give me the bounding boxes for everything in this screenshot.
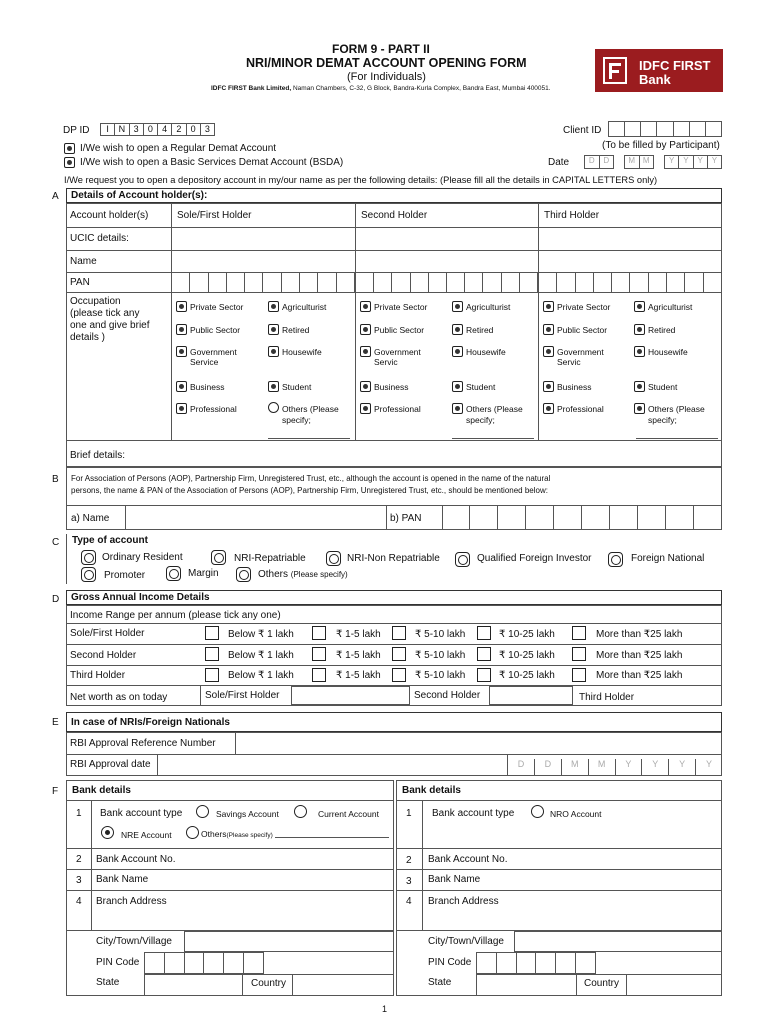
income-second-25plus-checkbox[interactable]	[572, 647, 586, 661]
nri-repatriable-label: NRI-Repatriable	[234, 553, 306, 564]
date-month-boxes[interactable]: M M	[624, 155, 654, 169]
income-second-10to25-checkbox[interactable]	[477, 647, 491, 661]
income-row-first: Sole/First Holder	[70, 628, 145, 639]
rbi-ref-input[interactable]	[236, 733, 721, 754]
company-address	[211, 85, 551, 92]
occ2-others-line[interactable]	[452, 438, 534, 439]
pan-boxes-first[interactable]	[171, 272, 355, 292]
occ1-agri-checkbox[interactable]	[268, 301, 279, 312]
qfi-radio[interactable]	[455, 552, 470, 567]
regular-account-label: I/We wish to open a Regular Demat Account	[80, 143, 277, 154]
left-city-input[interactable]	[184, 931, 394, 952]
networth-label: Net worth as on today	[70, 692, 168, 703]
section-b-text-1: For Association of Persons (AOP), Partnership Firm, Unregistered Trust, etc., although the account is opened in the name of the natural	[71, 474, 551, 483]
occ1-gov-checkbox[interactable]	[176, 346, 187, 357]
right-country-label: Country	[584, 978, 620, 989]
participant-note: (To be filled by Participant)	[602, 140, 720, 151]
aop-pan-boxes[interactable]	[442, 505, 722, 530]
section-e-header: In case of NRIs/Foreign Nationals	[66, 712, 722, 732]
aop-pan-label: b) PAN	[390, 513, 422, 524]
income-first-25plus-checkbox[interactable]	[572, 626, 586, 640]
income-second-1to5-checkbox[interactable]	[312, 647, 326, 661]
left-branch-label: Branch Address	[96, 896, 167, 907]
nro-radio[interactable]	[531, 805, 544, 818]
section-c-header: Type of account	[66, 534, 722, 549]
occ3-student-checkbox[interactable]	[634, 381, 645, 392]
networth-first-input[interactable]	[291, 686, 410, 705]
occ2-professional-checkbox[interactable]	[360, 403, 371, 414]
occ3-agri-checkbox[interactable]	[634, 301, 645, 312]
logo-text-2: Bank	[639, 72, 671, 87]
occ1-business-checkbox[interactable]	[176, 381, 187, 392]
margin-label: Margin	[188, 568, 219, 579]
ordinary-resident-radio[interactable]	[81, 550, 96, 565]
others-bank-line[interactable]	[275, 837, 389, 838]
right-account-no-label: Bank Account No.	[428, 854, 508, 865]
occ1-student-checkbox[interactable]	[268, 381, 279, 392]
qfi-label: Qualified Foreign Investor	[477, 553, 592, 564]
occ1-others-radio[interactable]	[268, 402, 279, 413]
occ2-housewife-checkbox[interactable]	[452, 346, 463, 357]
income-third-5to10-checkbox[interactable]	[392, 668, 406, 682]
section-a-table	[66, 203, 722, 467]
left-city-label: City/Town/Village	[96, 936, 172, 947]
aop-name-input[interactable]	[126, 506, 385, 529]
right-pin-label: PIN Code	[428, 957, 472, 968]
nri-non-repatriable-label: NRI-Non Repatriable	[347, 553, 440, 564]
income-first-below1-checkbox[interactable]	[205, 626, 219, 640]
occ2-business-checkbox[interactable]	[360, 381, 371, 392]
networth-second-label: Second Holder	[414, 690, 481, 701]
form-subtitle: (For Individuals)	[347, 71, 426, 83]
occ2-public-checkbox[interactable]	[360, 324, 371, 335]
client-id-label: Client ID	[563, 125, 602, 136]
brief-details-label: Brief details:	[70, 450, 126, 461]
left-bank-name-label: Bank Name	[96, 874, 149, 885]
rbi-date-boxes[interactable]: D D M M Y Y Y Y	[507, 754, 722, 776]
form-title: NRI/MINOR DEMAT ACCOUNT OPENING FORM	[246, 56, 527, 70]
occ2-others-checkbox[interactable]	[452, 403, 463, 414]
income-first-10to25-checkbox[interactable]	[477, 626, 491, 640]
nri-repatriable-radio[interactable]	[211, 550, 226, 565]
bsda-account-label: I/We wish to open a Basic Services Demat Account (BSDA)	[80, 157, 344, 168]
dp-id-label: DP ID	[63, 125, 90, 136]
occupation-label: Occupation (please tick any one and give brief details )	[70, 296, 150, 343]
occ1-public-checkbox[interactable]	[176, 324, 187, 335]
right-pin-boxes[interactable]	[476, 952, 596, 974]
occ1-housewife-checkbox[interactable]	[268, 346, 279, 357]
page-number: 1	[382, 1004, 388, 1014]
dp-id-boxes: I N 3 0 4 2 0 3	[100, 123, 215, 136]
right-branch-label: Branch Address	[428, 896, 499, 907]
foreign-national-label: Foreign National	[631, 553, 705, 564]
occ2-agri-checkbox[interactable]	[452, 301, 463, 312]
second-holder-label: Second Holder	[361, 210, 428, 221]
date-label: Date	[548, 157, 570, 168]
occ2-private-checkbox[interactable]	[360, 301, 371, 312]
left-account-no-label: Bank Account No.	[96, 854, 176, 865]
promoter-label: Promoter	[104, 570, 146, 581]
right-bank-name-label: Bank Name	[428, 874, 481, 885]
first-holder-label: Sole/First Holder	[177, 210, 252, 221]
section-b-letter: B	[52, 474, 59, 485]
left-account-type-label: Bank account type	[100, 808, 183, 819]
occ1-retired-checkbox[interactable]	[268, 324, 279, 335]
savings-radio[interactable]	[196, 805, 209, 818]
ordinary-resident-label: Ordinary Resident	[102, 552, 183, 563]
nri-non-repatriable-radio[interactable]	[326, 551, 341, 566]
section-a-header: Details of Account holder(s):	[66, 188, 722, 203]
others-type-radio[interactable]	[236, 567, 251, 582]
company-name: IDFC FIRST Bank Limited,	[211, 85, 292, 92]
left-state-label: State	[96, 977, 120, 988]
bank-logo	[595, 49, 723, 92]
occ3-professional-checkbox[interactable]	[543, 403, 554, 414]
occ1-private-checkbox[interactable]	[176, 301, 187, 312]
promoter-radio[interactable]	[81, 567, 96, 582]
date-year-boxes[interactable]: Y Y Y Y	[664, 155, 722, 169]
section-d-letter: D	[52, 594, 60, 605]
section-a-letter: A	[52, 191, 59, 202]
right-city-label: City/Town/Village	[428, 936, 504, 947]
account-holders-label: Account holder(s)	[70, 210, 149, 221]
request-text: I/We request you to open a depository account in my/our name as per the following details: (Please fill all the details in CAPITAL LETTERS only)	[64, 175, 658, 185]
networth-third-label: Third Holder	[579, 692, 635, 703]
right-state-label: State	[428, 977, 452, 988]
pan-boxes-second[interactable]	[355, 272, 538, 292]
client-id-boxes[interactable]	[608, 121, 722, 137]
section-d-header: Gross Annual Income Details	[66, 590, 722, 605]
margin-radio[interactable]	[166, 566, 181, 581]
income-first-5to10-checkbox[interactable]	[392, 626, 406, 640]
bank-right-title: Bank details	[402, 785, 461, 796]
logo-mark-icon	[603, 57, 627, 84]
address-text: Naman Chambers, C-32, G Block, Bandra-Kurla Complex, Bandra East, Mumbai 400051.	[291, 85, 551, 92]
ucic-label: UCIC details:	[70, 233, 129, 244]
logo-text-1: IDFC FIRST	[639, 58, 711, 73]
rbi-date-label: RBI Approval date	[70, 759, 151, 770]
date-day-boxes[interactable]: D D	[584, 155, 614, 169]
bsda-account-checkbox[interactable]	[64, 157, 75, 168]
section-f-letter: F	[52, 786, 59, 797]
pan-boxes-third[interactable]	[538, 272, 722, 292]
left-pin-boxes[interactable]	[144, 952, 264, 974]
occ2-student-checkbox[interactable]	[452, 381, 463, 392]
current-radio[interactable]	[294, 805, 307, 818]
form-number: FORM 9 - PART II	[332, 42, 430, 56]
income-second-5to10-checkbox[interactable]	[392, 647, 406, 661]
occ3-gov-checkbox[interactable]	[543, 346, 554, 357]
income-range-label: Income Range per annum (please tick any one)	[70, 610, 281, 621]
others-bank-radio[interactable]	[186, 826, 199, 839]
occ2-gov-checkbox[interactable]	[360, 346, 371, 357]
left-pin-label: PIN Code	[96, 957, 140, 968]
right-city-input[interactable]	[514, 931, 722, 952]
third-holder-label: Third Holder	[544, 210, 600, 221]
occ3-public-checkbox[interactable]	[543, 324, 554, 335]
rbi-ref-label: RBI Approval Reference Number	[70, 738, 216, 749]
section-b-text-2: persons, the name & PAN of the Association of Persons (AOP), Partnership Firm, Unregistered Trust, etc., should be mentioned below:	[71, 486, 548, 495]
income-third-below1-checkbox[interactable]	[205, 668, 219, 682]
bank-left-title: Bank details	[72, 785, 131, 796]
aop-name-label: a) Name	[71, 513, 110, 524]
income-third-1to5-checkbox[interactable]	[312, 668, 326, 682]
occ3-private-checkbox[interactable]	[543, 301, 554, 312]
income-third-25plus-checkbox[interactable]	[572, 668, 586, 682]
right-account-type-label: Bank account type	[432, 808, 515, 819]
networth-second-input[interactable]	[489, 686, 573, 705]
occ2-retired-checkbox[interactable]	[452, 324, 463, 335]
name-label: Name	[70, 256, 97, 267]
income-first-1to5-checkbox[interactable]	[312, 626, 326, 640]
left-country-label: Country	[251, 978, 287, 989]
occ1-professional-checkbox[interactable]	[176, 403, 187, 414]
pan-label: PAN	[70, 277, 90, 288]
others-type-label: Others (Please specify)	[258, 569, 348, 580]
occ3-business-checkbox[interactable]	[543, 381, 554, 392]
income-row-second: Second Holder	[70, 650, 137, 661]
income-third-10to25-checkbox[interactable]	[477, 668, 491, 682]
networth-first-label: Sole/First Holder	[205, 690, 280, 701]
occ3-others-checkbox[interactable]	[634, 403, 645, 414]
income-row-third: Third Holder	[70, 670, 126, 681]
section-e-letter: E	[52, 717, 59, 728]
section-c-letter: C	[52, 537, 60, 548]
occ3-others-line[interactable]	[636, 438, 718, 439]
income-second-below1-checkbox[interactable]	[205, 647, 219, 661]
occ1-others-line[interactable]	[268, 438, 350, 439]
regular-account-checkbox[interactable]	[64, 143, 75, 154]
occ3-housewife-checkbox[interactable]	[634, 346, 645, 357]
foreign-national-radio[interactable]	[608, 552, 623, 567]
occ3-retired-checkbox[interactable]	[634, 324, 645, 335]
